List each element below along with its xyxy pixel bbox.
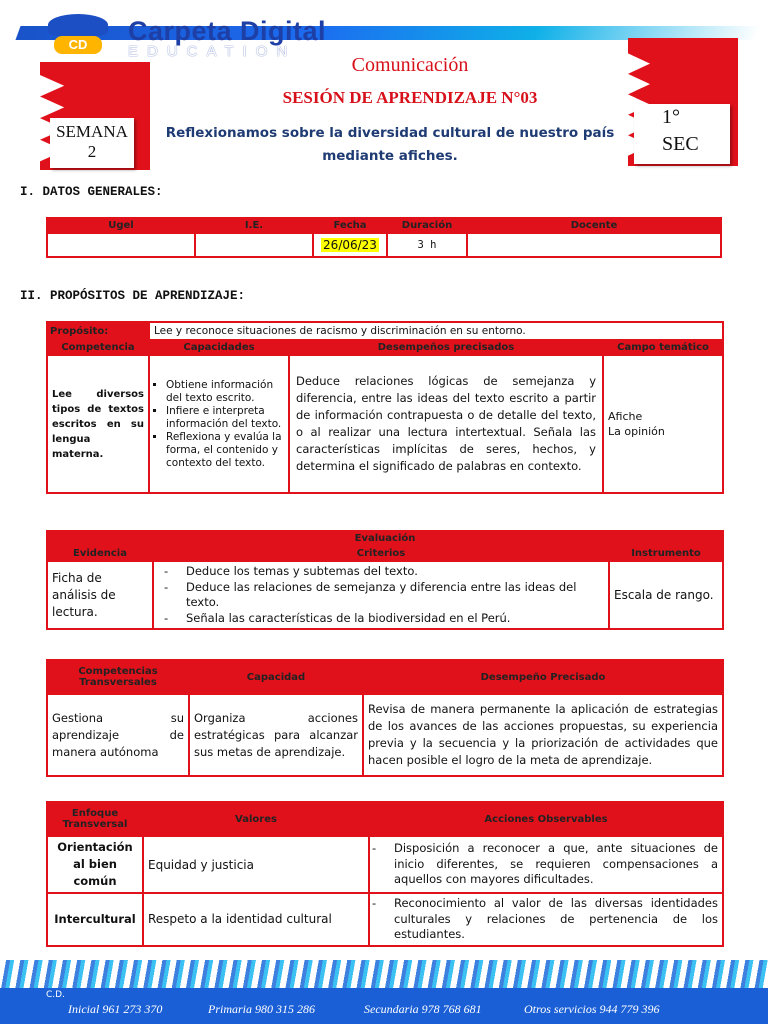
section-propositos-title: II. PROPÓSITOS DE APRENDIZAJE: xyxy=(20,289,246,303)
footer-decorative-lines xyxy=(0,960,768,990)
week-number: 2 xyxy=(87,142,97,161)
week-box xyxy=(50,118,134,168)
cell-docente xyxy=(468,234,720,256)
header-desempenos: Desempeños precisados xyxy=(290,341,602,354)
cell-ugel xyxy=(48,234,194,256)
area-title: Comunicación xyxy=(351,54,469,76)
criterios-cell xyxy=(154,562,608,628)
accion-cell xyxy=(370,837,722,892)
grade-box xyxy=(634,104,730,164)
evidencia-cell: Ficha de análisis de lectura. xyxy=(48,562,152,628)
cell-ie xyxy=(196,234,312,256)
header-criterios: Criterios xyxy=(154,547,608,560)
enfoque-cell: Intercultural xyxy=(48,894,142,945)
criterio-item: - Deduce los temas y subtemas del texto. xyxy=(186,564,604,580)
valor-cell: Equidad y justicia xyxy=(144,837,368,892)
header-docente: Docente xyxy=(468,219,720,232)
header-fecha: Fecha xyxy=(314,219,386,232)
header-capacidades: Capacidades xyxy=(150,341,288,354)
graduation-cap-icon xyxy=(48,14,108,36)
proposito-text: Lee y reconoce situaciones de racismo y discriminación en su entorno. xyxy=(150,323,722,339)
campo-item: La opinión xyxy=(608,425,665,438)
footer xyxy=(0,960,768,1024)
criterio-item: - Deduce las relaciones de semejanza y diferencia entre las ideas del texto. xyxy=(186,580,604,611)
accion-item: - Reconocimiento al valor de las diversas identidades culturales y relaciones de pertenencia de los estudiantes. xyxy=(394,896,718,943)
accion-cell xyxy=(370,894,722,945)
session-theme xyxy=(160,122,620,168)
capacidad-item: ▪ Reflexiona y evalúa la forma, el contenido y contexto del texto. xyxy=(166,431,284,470)
brand-title: Carpeta Digital xyxy=(128,16,327,46)
valor-cell: Respeto a la identidad cultural xyxy=(144,894,368,945)
header-competencia: Competencia xyxy=(48,341,148,354)
header-enfoque: Enfoque Transversal xyxy=(48,803,142,835)
header-competencias-transversales: Competencias Transversales xyxy=(48,661,188,693)
propositos-table xyxy=(46,321,724,494)
campo-cell xyxy=(604,356,722,492)
capacidad-item: ▪ Obtiene información del texto escrito. xyxy=(166,379,284,405)
evaluacion-title: Evaluación xyxy=(48,532,722,545)
header-valores: Valores xyxy=(144,803,368,835)
enfoque-cell: Orientación al bien común xyxy=(48,837,142,892)
header-evidencia: Evidencia xyxy=(48,547,152,560)
header-duracion: Duración xyxy=(388,219,466,232)
desempenos-cell: Deduce relaciones lógicas de semejanza y diferencia, entre las ideas del texto escrito a partir de información contrapuesta o de detalle del texto, o al realizar una lectura intertextual. Señala las características implícitas de seres, hechos, y determina el significado de palabras en contexto. xyxy=(290,356,602,492)
week-label: SEMANA xyxy=(56,122,128,141)
desempeno-transversal-cell: Revisa de manera permanente la aplicación de estrategias de los avances de las acciones propuestas, su experiencia previa y la secuencia y la priorización de actividades que hacen posible el logro de la meta de aprendizaje. xyxy=(364,695,722,775)
brand-subtitle: EDUCATION xyxy=(128,43,297,60)
competencia-cell: Lee diversos tipos de textos escritos en su lengua materna. xyxy=(48,356,148,492)
header-desempeno-precisado: Desempeño Precisado xyxy=(364,661,722,693)
header-campo: Campo temático xyxy=(604,341,722,354)
instrumento-cell: Escala de rango. xyxy=(610,562,722,628)
capacidades-cell xyxy=(150,356,288,492)
transversales-table xyxy=(46,659,724,777)
campo-item: Afiche xyxy=(608,410,643,423)
datos-generales-table xyxy=(46,217,722,258)
capacidad-transversal-cell: Organiza acciones estratégicas para alcanzar sus metas de aprendizaje. xyxy=(190,695,362,775)
enfoques-table xyxy=(46,801,724,947)
theme-line-1: Reflexionamos sobre la diversidad cultural de nuestro país xyxy=(165,125,615,141)
contact-otros: Otros servicios 944 779 396 xyxy=(524,1002,660,1016)
grade: 1° xyxy=(662,106,680,128)
accion-list xyxy=(374,896,718,943)
logo-text: CD xyxy=(54,36,102,54)
cell-fecha xyxy=(314,234,386,256)
logo-icon xyxy=(38,10,118,58)
evaluacion-table xyxy=(46,530,724,630)
cell-duracion: 3 h xyxy=(388,234,466,256)
contact-inicial: Inicial 961 273 370 xyxy=(68,1002,163,1016)
session-title: SESIÓN DE APRENDIZAJE N°03 xyxy=(282,88,538,107)
accion-item: - Disposición a reconocer a que, ante situaciones de inicio diferentes, se requieren compensaciones a aquellos con mayores dificultades. xyxy=(394,841,718,888)
contact-secundaria: Secundaria 978 768 681 xyxy=(364,1002,482,1016)
date-value: 26/06/23 xyxy=(323,238,377,252)
competencia-transversal-cell: Gestiona su aprendizaje de manera autónoma xyxy=(48,695,188,775)
header-capacidad: Capacidad xyxy=(190,661,362,693)
proposito-label: Propósito: xyxy=(48,323,148,339)
accion-list xyxy=(374,841,718,888)
level: SEC xyxy=(662,133,699,155)
header-ie: I.E. xyxy=(196,219,312,232)
capacidad-item: ▪ Infiere e interpreta información del texto. xyxy=(166,405,284,431)
contact-primaria: Primaria 980 315 286 xyxy=(208,1002,316,1016)
capacidades-list xyxy=(154,379,284,470)
header-acciones: Acciones Observables xyxy=(370,803,722,835)
criterio-item: - Señala las características de la biodiversidad en el Perú. xyxy=(186,611,604,627)
theme-line-2: mediante afiches. xyxy=(322,148,458,164)
header-instrumento: Instrumento xyxy=(610,547,722,560)
criterios-list xyxy=(158,564,604,626)
header-ugel: Ugel xyxy=(48,219,194,232)
footer-cd: C.D. xyxy=(46,990,65,1000)
section-datos-generales-title: I. DATOS GENERALES: xyxy=(20,185,163,199)
